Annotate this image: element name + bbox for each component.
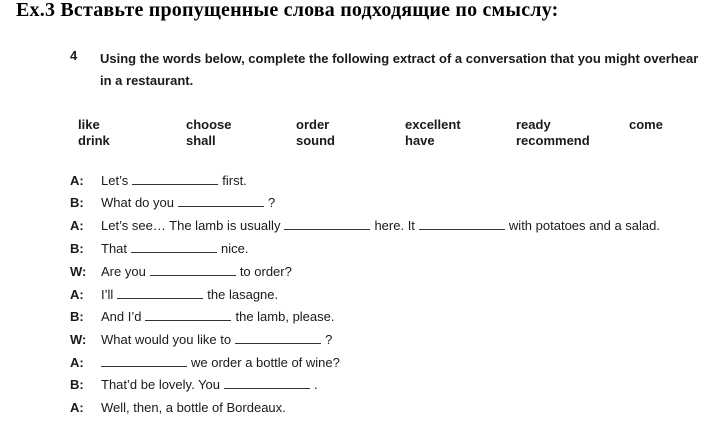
answer-blank[interactable] [284, 218, 370, 230]
dialogue-text: we order a bottle of wine? [101, 355, 340, 370]
speaker-label: A: [70, 355, 84, 370]
dialogue-text: Let’s first. [101, 173, 247, 188]
word-bank-item: recommend [516, 133, 590, 148]
dialogue-text: That’d be lovely. You . [101, 377, 318, 392]
speaker-label: A: [70, 173, 84, 188]
speaker-label: A: [70, 287, 84, 302]
answer-blank[interactable] [235, 332, 321, 344]
word-bank-item: order [296, 117, 330, 132]
speaker-label: A: [70, 400, 84, 415]
exercise-heading: Ex.3 Вставьте пропущенные слова подходящие по смыслу: [16, 0, 559, 21]
task-number: 4 [70, 48, 78, 63]
word-bank-item: sound [296, 133, 335, 148]
answer-blank[interactable] [131, 241, 217, 253]
answer-blank[interactable] [117, 287, 203, 299]
task-instruction: Using the words below, complete the following extract of a conversation that you might overhear in a restaurant. [100, 51, 699, 88]
word-bank-item: ready [516, 117, 551, 132]
answer-blank[interactable] [178, 195, 264, 207]
dialogue-text: Let’s see… The lamb is usually here. It with potatoes and a salad. [101, 218, 660, 233]
answer-blank[interactable] [132, 173, 218, 185]
word-bank-item: excellent [405, 117, 461, 132]
dialogue-text: I’ll the lasagne. [101, 287, 279, 302]
word-bank-item: have [405, 133, 435, 148]
dialogue-text: And I’d the lamb, please. [101, 309, 335, 324]
dialogue-text: Well, then, a bottle of Bordeaux. [101, 400, 286, 415]
speaker-label: A: [70, 218, 84, 233]
answer-blank[interactable] [150, 264, 236, 276]
dialogue-text: That nice. [101, 241, 249, 256]
speaker-label: B: [70, 195, 84, 210]
speaker-label: B: [70, 241, 84, 256]
answer-blank[interactable] [224, 377, 310, 389]
speaker-label: B: [70, 309, 84, 324]
dialogue-text: What do you ? [101, 195, 276, 210]
dialogue-text: Are you to order? [101, 264, 292, 279]
answer-blank[interactable] [101, 355, 187, 367]
answer-blank[interactable] [419, 218, 505, 230]
word-bank-item: shall [186, 133, 216, 148]
word-bank-item: choose [186, 117, 232, 132]
speaker-label: W: [70, 264, 87, 279]
speaker-label: W: [70, 332, 87, 347]
word-bank-item: drink [78, 133, 110, 148]
answer-blank[interactable] [145, 309, 231, 321]
word-bank-item: like [78, 117, 100, 132]
speaker-label: B: [70, 377, 84, 392]
dialogue-text: What would you like to ? [101, 332, 333, 347]
word-bank-item: come [629, 117, 663, 132]
